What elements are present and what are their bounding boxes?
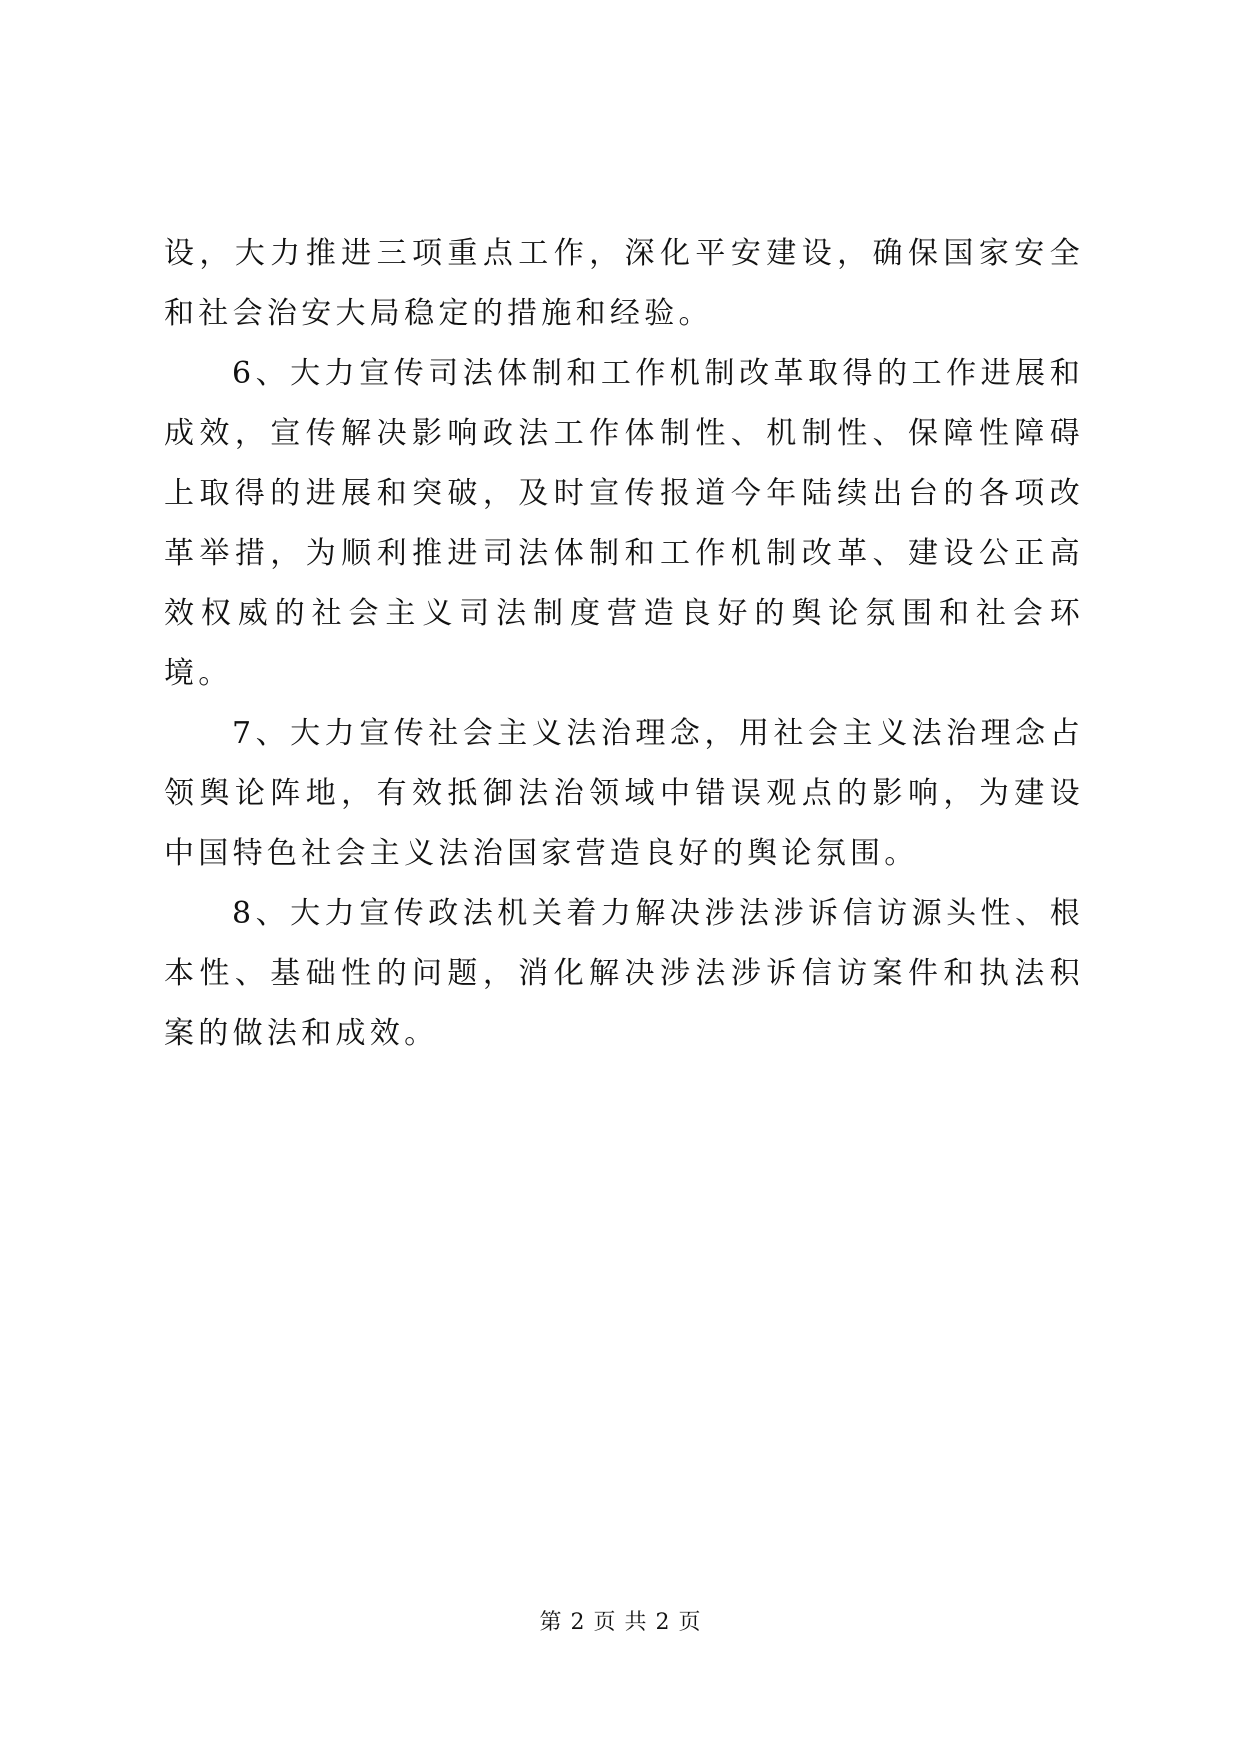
document-body — [164, 224, 1084, 1064]
paragraph-item-7: 7、大力宣传社会主义法治理念，用社会主义法治理念占领舆论阵地，有效抵御法治领域中错误观点的影响，为建设中国特色社会主义法治国家营造良好的舆论氛围。 — [164, 716, 1084, 871]
page-footer — [0, 1608, 1241, 1638]
paragraph-item-8: 8、大力宣传政法机关着力解决涉法涉诉信访源头性、根本性、基础性的问题，消化解决涉法涉诉信访案件和执法积案的做法和成效。 — [164, 896, 1084, 1051]
paragraph-item-6: 6、大力宣传司法体制和工作机制改革取得的工作进展和成效，宣传解决影响政法工作体制性、机制性、保障性障碍上取得的进展和突破，及时宣传报道今年陆续出台的各项改革举措，为顺利推进司法体制和工作机制改革、建设公正高效权威的社会主义司法制度营造良好的舆论氛围和社会环境。 — [164, 356, 1084, 691]
page-number-label: 第 2 页 共 2 页 — [539, 1610, 702, 1635]
paragraph-continuation: 设，大力推进三项重点工作，深化平安建设，确保国家安全和社会治安大局稳定的措施和经验。 — [164, 236, 1084, 331]
